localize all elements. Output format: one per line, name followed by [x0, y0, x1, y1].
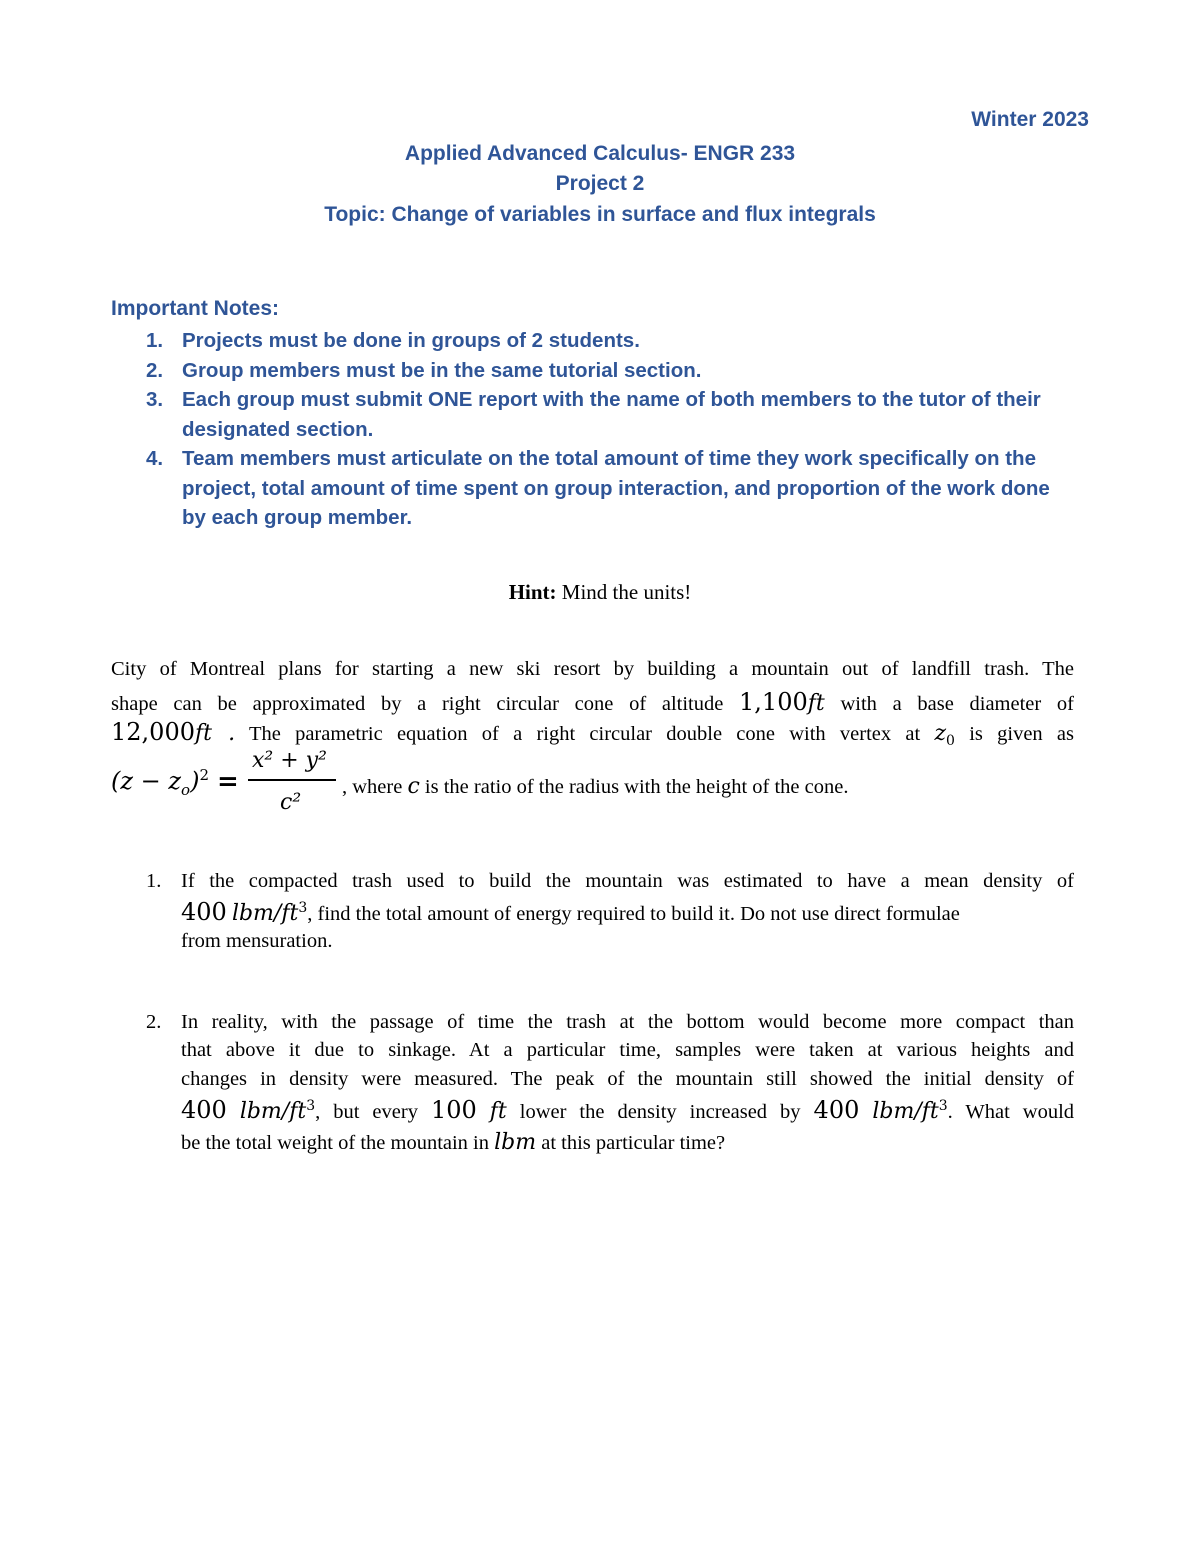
- note-number: 4.: [146, 447, 164, 470]
- hint: [0, 580, 1200, 605]
- c-symbol: c: [407, 774, 420, 799]
- project-title: Project 2: [555, 172, 645, 195]
- question-2-line-3: changes in density were measured. The peak of the mountain still showed the initial density of: [181, 1068, 1074, 1090]
- note-item: [146, 385, 1066, 444]
- question-2-number: 2.: [146, 1011, 162, 1033]
- note-item: [146, 356, 1066, 386]
- intro-line-2: shape can be approximated by a right circular cone of altitude 1,100ft with a base diameter of: [111, 688, 1074, 716]
- question-2-line-5: be the total weight of the mountain in lbm at this particular time?: [181, 1130, 726, 1155]
- question-2-line-4: 400 lbm/$ft^3$, but every 100 ft lower the density increased by 400 lbm/$ft^3$. What would: [181, 1096, 1075, 1124]
- diameter-unit: ft .: [194, 721, 236, 746]
- intro-line-3: 12,000ft . The parametric equation of a right circular double cone with vertex at $z_0$ is given as: [111, 718, 1074, 750]
- topic-title: Topic: Change of variables in surface and flux integrals: [324, 203, 876, 226]
- altitude-unit: ft: [807, 691, 825, 716]
- note-text: Projects must be done in groups of 2 students.: [182, 329, 640, 352]
- question-1-line-1: If the compacted trash used to build the mountain was estimated to have a mean density of: [181, 870, 1074, 892]
- diameter-value: 12,000: [111, 718, 195, 746]
- intro-line-1: City of Montreal plans for starting a new ski resort by building a mountain out of landfill trash. The: [111, 658, 1074, 680]
- equation-numerator: x² + y²: [252, 748, 327, 773]
- note-item: [146, 444, 1066, 533]
- note-number: 3.: [146, 388, 164, 411]
- note-text: Each group must submit ONE report with the name of both members to the tutor of their designated section.: [182, 388, 1041, 441]
- question-1-number: 1.: [146, 870, 162, 892]
- equation-note: , where c is the ratio of the radius with the height of the cone.: [342, 774, 849, 799]
- note-item: [146, 326, 1066, 356]
- term-label: Winter 2023: [971, 108, 1089, 131]
- hint-text: Mind the units!: [561, 580, 692, 604]
- equation-equals: =: [217, 767, 239, 797]
- question-2-line-2: that above it due to sinkage. At a particular time, samples were taken at various heights and: [181, 1039, 1074, 1061]
- notes-list: [146, 326, 1066, 533]
- altitude-value: 1,100: [739, 688, 808, 716]
- vertex-symbol: $z_0$: [934, 721, 955, 750]
- note-text: Group members must be in the same tutorial section.: [182, 358, 702, 382]
- course-title: Applied Advanced Calculus- ENGR 233: [404, 142, 796, 165]
- question-2-line-1: In reality, with the passage of time the trash at the bottom would become more compact than: [181, 1011, 1074, 1033]
- note-number: 2.: [146, 358, 164, 382]
- hint-label: Hint:: [508, 580, 557, 604]
- notes-title: Important Notes:: [111, 297, 279, 320]
- question-1-line-3: from mensuration.: [181, 930, 333, 952]
- note-text: Team members must articulate on the total amount of time they work specifically on the project, total amount of time spent on group interaction, and proportion of the work done by each group member.: [182, 447, 1050, 529]
- equation-lhs: $(z - z_o)^2$: [111, 766, 209, 799]
- question-1-line-2: 400 lbm/$ft^3$, find the total amount of energy required to build it. Do not use direct formulae: [181, 898, 960, 926]
- note-number: 1.: [146, 329, 164, 352]
- fraction-bar: [248, 779, 336, 781]
- equation-denominator: c²: [280, 790, 302, 815]
